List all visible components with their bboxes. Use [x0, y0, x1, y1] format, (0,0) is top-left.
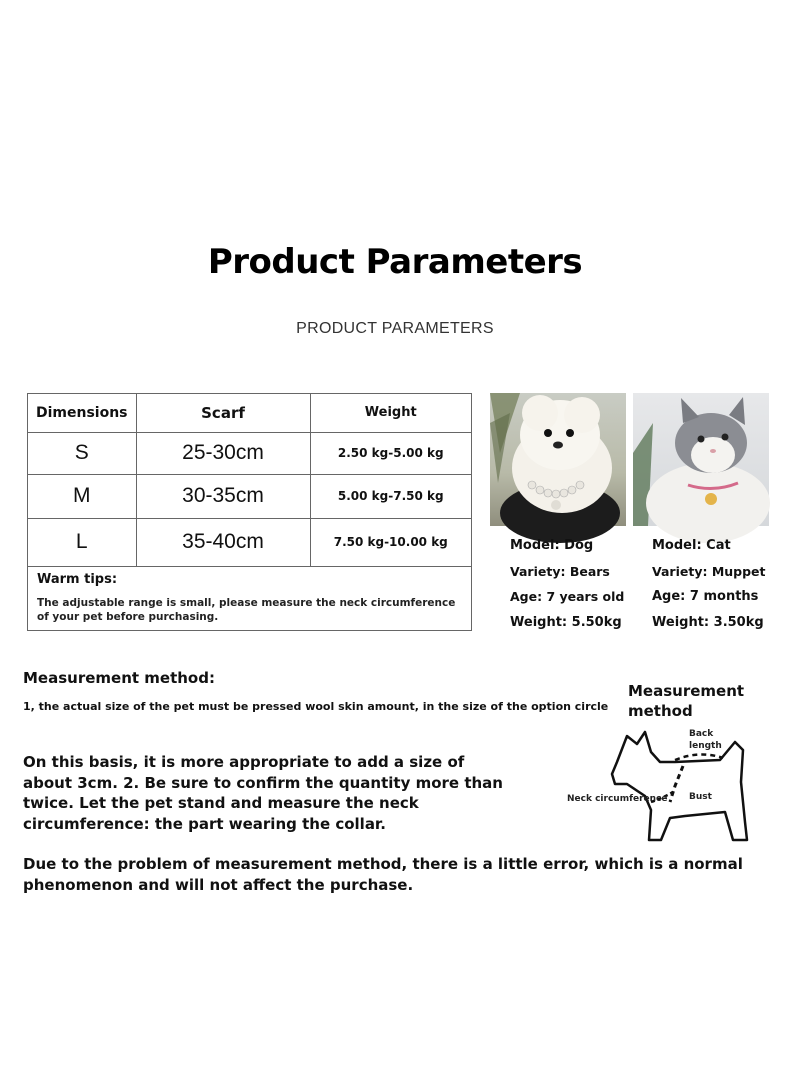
header-scarf: Scarf — [136, 394, 310, 432]
measurement-heading: Measurement method: — [23, 669, 215, 687]
dog-photo — [490, 393, 626, 526]
cat-model: Model: Cat — [652, 538, 731, 553]
page-subtitle: PRODUCT PARAMETERS — [296, 320, 494, 337]
back-length-label: Back length — [689, 729, 722, 751]
size-table — [28, 394, 471, 567]
weight-cell: 2.50 kg-5.00 kg — [310, 432, 471, 474]
cat-photo — [633, 393, 769, 526]
scarf-cell: 35-40cm — [136, 518, 310, 566]
table-row — [28, 432, 471, 474]
table-row — [28, 474, 471, 518]
weight-cell: 7.50 kg-10.00 kg — [310, 518, 471, 566]
cat-age: Age: 7 months — [652, 589, 759, 604]
cat-weight: Weight: 3.50kg — [652, 614, 764, 630]
header-weight: Weight — [310, 394, 471, 432]
warm-tips-text: The adjustable range is small, please measure the neck circumference of your pet before purchasing. — [37, 597, 456, 623]
measurement-diagram — [565, 722, 775, 852]
warm-tips-label: Warm tips: — [37, 572, 118, 587]
cat-info — [652, 533, 766, 635]
header-dimensions: Dimensions — [28, 394, 136, 432]
cat-photo-icon — [633, 393, 769, 526]
dog-model: Model: Dog — [510, 538, 594, 553]
size-cell: M — [28, 474, 136, 518]
weight-cell: 5.00 kg-7.50 kg — [310, 474, 471, 518]
bust-label: Bust — [689, 792, 712, 802]
size-cell: L — [28, 518, 136, 566]
neck-circumference-label: Neck circumference — [567, 794, 668, 804]
diagram-title: Measurement method — [628, 682, 745, 720]
cat-variety: Variety: Muppet — [652, 563, 766, 579]
size-cell: S — [28, 432, 136, 474]
measurement-step-1: 1, the actual size of the pet must be pressed wool skin amount, in the size of the option circle — [23, 700, 609, 713]
page-title: Product Parameters — [207, 242, 583, 282]
dog-photo-icon — [490, 393, 626, 526]
dog-outline-icon — [565, 722, 775, 852]
dog-age: Age: 7 years old — [510, 589, 625, 604]
scarf-cell: 25-30cm — [136, 432, 310, 474]
dog-info — [510, 533, 624, 635]
dog-variety: Variety: Bears — [510, 563, 610, 579]
scarf-cell: 30-35cm — [136, 474, 310, 518]
measurement-note: Due to the problem of measurement method, there is a little error, which is a normal phenomenon and will not affect the purchase. — [23, 855, 743, 894]
measurement-step-2: On this basis, it is more appropriate to add a size of about 3cm. 2. Be sure to confirm the quantity more than twice. Let the pet stand and measure the neck circumference: the part wearing the collar. — [23, 753, 503, 833]
dog-weight: Weight: 5.50kg — [510, 614, 622, 630]
table-header-row — [28, 394, 471, 432]
table-row — [28, 518, 471, 566]
